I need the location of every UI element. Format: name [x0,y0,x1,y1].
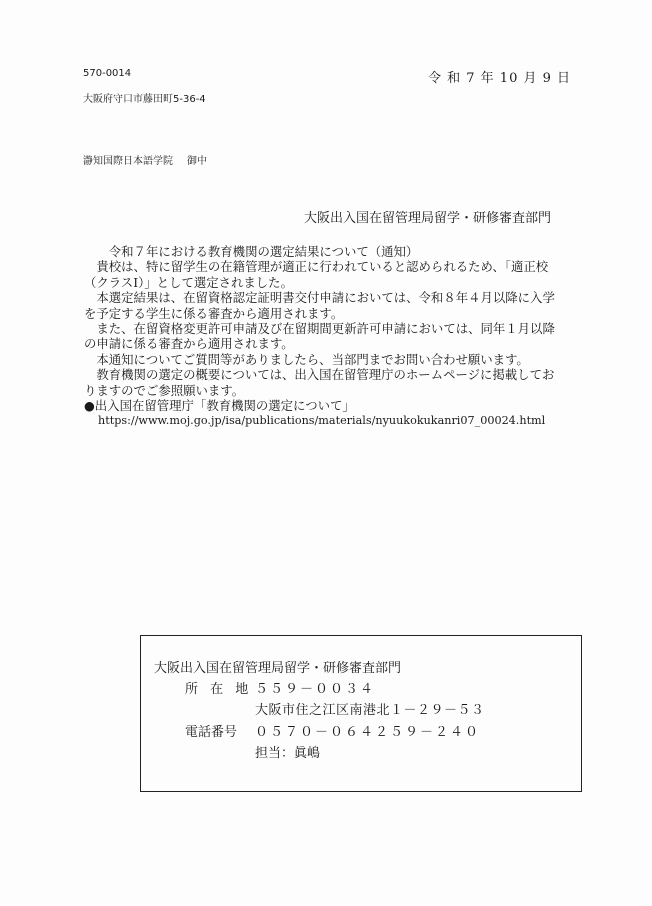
body-line: 本選定結果は、在留資格認定証明書交付申請においては、令和８年４月以降に入学 [84,290,555,306]
document-date: 令 和 7 年 10 月 9 日 [428,71,572,86]
reference-heading: ●出入国在留管理庁「教育機関の選定について」 [84,397,355,413]
contact-phone: ０５７０－０６４２５９－２４０ [255,725,481,740]
body-line: の申請に係る審査から適用されます。 [84,336,294,352]
phone-label: 電話番号 [185,725,238,740]
body-line: （クラスⅠ）」として選定されました。 [84,274,293,290]
body-line: りますのでご参照願います。 [84,382,245,398]
body-line: また、在留資格変更許可申請及び在留期間更新許可申請においては、同年１月以降 [84,320,555,336]
contact-organization: 大阪出入国在留管理局留学・研修審査部門 [154,661,402,676]
location-label: 所 在 地 [185,682,253,697]
recipient-honorific: 御中 [187,156,207,167]
notice-title: 令和７年における教育機関の選定結果について（通知） [84,244,419,259]
contact-postal-code: ５５９－００３４ [255,682,376,697]
recipient-name: 瀞知国際日本語学院 [83,156,173,167]
body-line: 教育機関の選定の概要については、出入国在留管理庁のホームページに掲載してお [84,367,555,383]
contact-address: 大阪市住之江区南港北１－２９－５３ [255,703,485,718]
notice-body [84,244,624,429]
sender-address: 大阪府守口市藤田町5-36-4 [83,94,206,105]
sender-postal-code: 570-0014 [83,68,132,79]
reference-url: https://www.moj.go.jp/isa/publications/materials/nyuukokukanri07_00024.html [98,414,546,428]
issuing-department: 大阪出入国在留管理局留学・研修審査部門 [304,211,552,226]
body-line: 本通知についてご質問等がありましたら、当部門までお問い合わせ願います。 [84,351,529,367]
recipient [83,152,207,167]
contact-box [140,635,582,792]
body-line: を予定する学生に係る審査から適用されます。 [84,305,344,321]
contact-person: 担当：眞嶋 [255,746,321,761]
body-line: 貴校は、特に留学生の在籍管理が適正に行われていると認められるため、「適正校 [84,259,549,275]
